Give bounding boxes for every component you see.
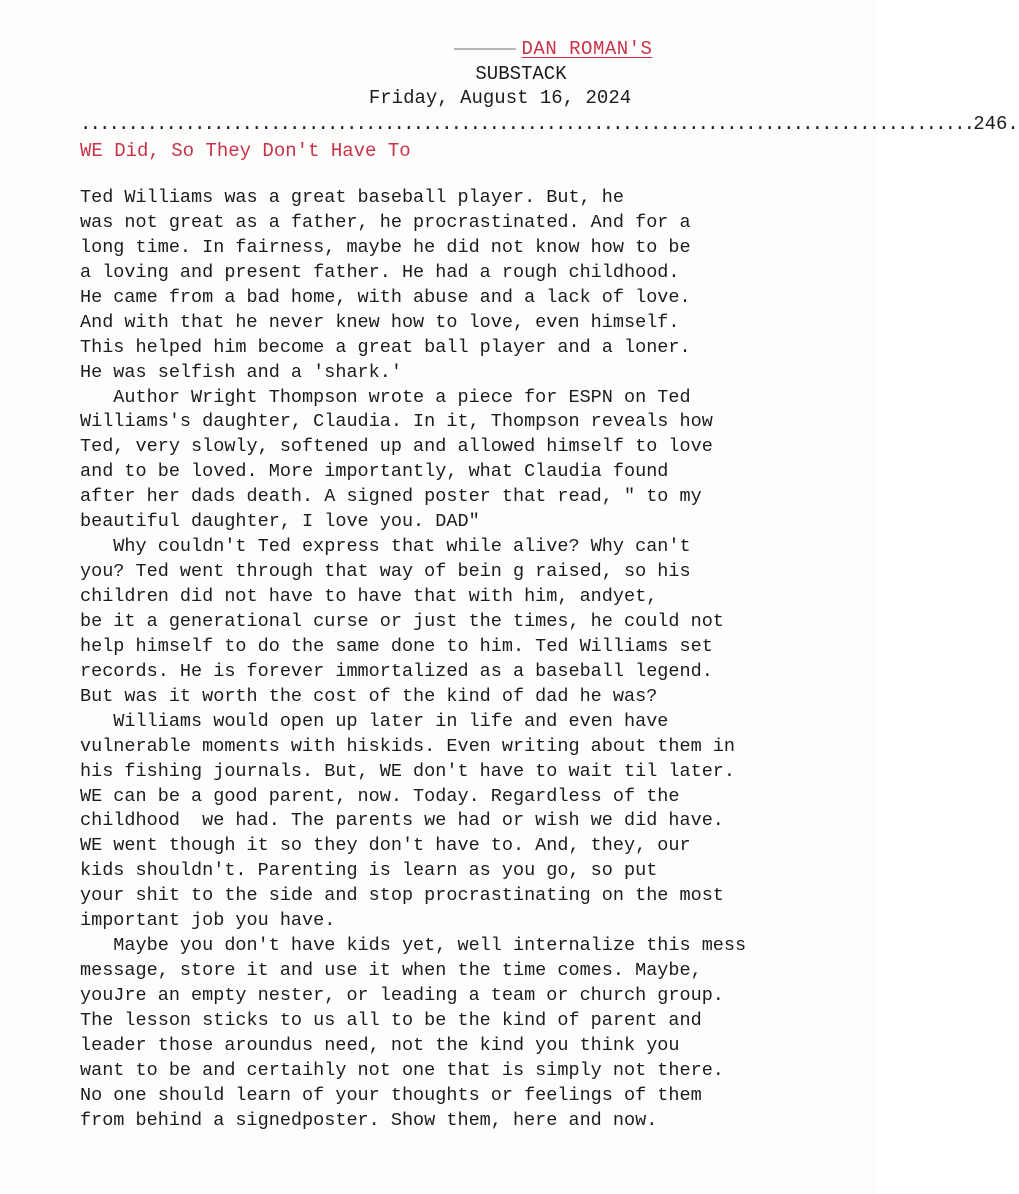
text-line: vulnerable moments with hiskids. Even writing about them in	[80, 735, 736, 757]
text-line: No one should learn of your thoughts or feelings of them	[80, 1084, 702, 1106]
text-line: WE went though it so they don't have to. And, they, our	[80, 835, 691, 857]
text-line: and to be loved. More importantly, what Claudia found	[80, 461, 669, 483]
text-line: children did not have to have that with him, andyet,	[80, 586, 658, 607]
text-line: a loving and present father. He had a rough childhood.	[80, 261, 680, 283]
text-line: Ted, very slowly, softened up and allowed himself to love	[80, 436, 713, 458]
text-line: Williams's daughter, Claudia. In it, Thompson reveals how	[80, 411, 713, 433]
text-line: Williams would open up later in life and even have	[80, 710, 669, 732]
issue-number-line	[80, 113, 1019, 135]
text-line: important job you have.	[80, 910, 336, 932]
text-line: from behind a signedposter. Show them, here and now.	[80, 1109, 658, 1131]
newsletter-brand	[115, 38, 991, 60]
text-line: his fishing journals. But, WE don't have to wait til later.	[80, 760, 736, 782]
text-line: Maybe you don't have kids yet, well internalize this mess	[80, 935, 747, 957]
text-line: want to be and certaihly not one that is simply not there.	[80, 1059, 724, 1081]
text-line: And with that he never knew how to love, even himself.	[80, 311, 680, 333]
text-line: Author Wright Thompson wrote a piece for ESPN on Ted	[80, 386, 691, 408]
text-line: you? Ted went through that way of bein g raised, so his	[80, 561, 691, 583]
brand-rule	[454, 48, 516, 50]
issue-number: 246.	[973, 113, 1019, 135]
text-line: leader those aroundus need, not the kind you think you	[80, 1034, 680, 1056]
text-line: youJre an empty nester, or leading a team or church group.	[80, 985, 724, 1006]
text-line: He was selfish and a 'shark.'	[80, 361, 402, 383]
article-body	[80, 186, 840, 1134]
text-line: records. He is forever immortalized as a baseball legend.	[80, 660, 713, 682]
text-line: kids shouldn't. Parenting is learn as you go, so put	[80, 860, 658, 882]
text-line: long time. In fairness, maybe he did not know how to be	[80, 236, 691, 258]
text-line: But was it worth the cost of the kind of dad he was?	[80, 685, 658, 707]
text-line: WE can be a good parent, now. Today. Regardless of the	[80, 785, 680, 807]
brand-name: DAN ROMAN'S	[521, 38, 653, 60]
article-title: WE Did, So They Don't Have To	[80, 140, 411, 162]
issue-date: Friday, August 16, 2024	[368, 87, 632, 109]
text-line: beautiful daughter, I love you. DAD"	[80, 511, 480, 533]
text-line: message, store it and use it when the time comes. Maybe,	[80, 960, 702, 982]
text-line: your shit to the side and stop procrastinating on the most	[80, 885, 724, 907]
text-line: Ted Williams was a great baseball player. But, he	[80, 187, 624, 208]
dot-leader: ..............................................................................................	[80, 113, 974, 135]
text-line: The lesson sticks to us all to be the kind of parent and	[80, 1009, 702, 1031]
text-line: was not great as a father, he procrastinated. And for a	[80, 211, 691, 233]
text-line: be it a generational curse or just the times, he could not	[80, 610, 724, 632]
text-line: This helped him become a great ball player and a loner.	[80, 336, 691, 358]
text-line: He came from a bad home, with abuse and a lack of love.	[80, 286, 691, 308]
text-line: help himself to do the same done to him. Ted Williams set	[80, 635, 713, 657]
text-line: after her dads death. A signed poster that read, " to my	[80, 486, 702, 508]
newsletter-subtitle: SUBSTACK	[475, 63, 567, 85]
text-line: childhood we had. The parents we had or wish we did have.	[80, 810, 724, 832]
text-line: Why couldn't Ted express that while alive? Why can't	[80, 536, 691, 558]
